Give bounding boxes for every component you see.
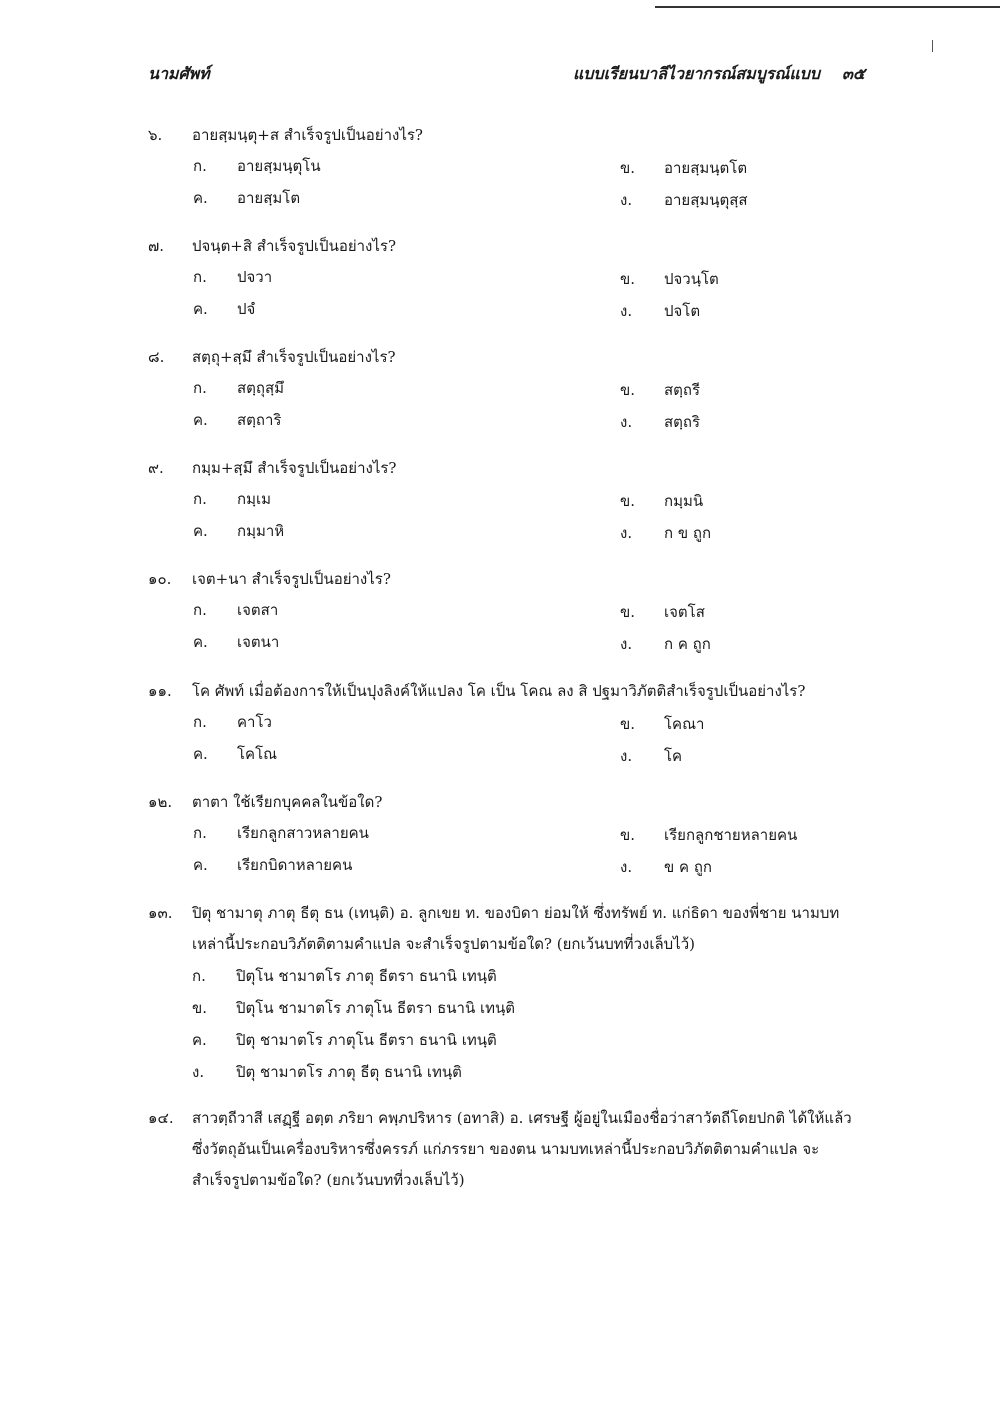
question-number: ๑๐. <box>148 570 172 588</box>
question-text: เจต+นา สำเร็จรูปเป็นอย่างไร? <box>192 570 391 588</box>
option-b <box>620 820 797 851</box>
question-number: ๖. <box>148 126 163 144</box>
option-label: ง. <box>620 413 633 431</box>
option-text: ปจํ <box>237 300 256 318</box>
option-text: คาโว <box>237 713 272 731</box>
option-text: กมฺมาหิ <box>237 522 285 540</box>
option-text: สตฺถาริ <box>237 411 282 429</box>
option-a <box>193 151 321 182</box>
option-d <box>620 296 700 327</box>
page-header <box>148 62 865 88</box>
question-text: สตฺถุ+สฺมึ สำเร็จรูปเป็นอย่างไร? <box>192 348 396 366</box>
option-label: ก. <box>193 157 207 175</box>
question-9 <box>148 453 712 542</box>
option-label: ข. <box>620 159 636 177</box>
option-label: ค. <box>193 189 208 207</box>
page-number: ๓๕ <box>841 64 865 83</box>
question-13 <box>148 898 868 1088</box>
option-d <box>620 741 682 772</box>
option-text: ข ค ถูก <box>664 858 712 876</box>
option-text: ปิตุ ชามาตโร ภาตุ ธีตุ ธนานิ เทนฺติ <box>236 1063 462 1081</box>
question-12 <box>148 787 798 876</box>
option-b <box>620 375 700 406</box>
section-title: นามศัพท์ <box>148 64 210 83</box>
option-b <box>620 153 747 184</box>
option-label: ข. <box>192 999 208 1017</box>
option-d <box>620 185 748 216</box>
option-label: ข. <box>620 381 636 399</box>
option-text: เจตสา <box>237 601 279 619</box>
option-label: ค. <box>193 522 208 540</box>
option-text: กมฺเม <box>237 490 271 508</box>
option-text: เจตนา <box>237 633 280 651</box>
option-text: ปจวา <box>237 268 273 286</box>
option-label: ก. <box>193 713 207 731</box>
question-number: ๘. <box>148 348 165 366</box>
option-a <box>148 960 868 992</box>
option-b <box>620 597 705 628</box>
question-number: ๑๒. <box>148 793 173 811</box>
option-label: ก. <box>193 824 207 842</box>
option-label: ค. <box>193 745 208 763</box>
option-label: ค. <box>193 633 208 651</box>
option-text: เรียกลูกสาวหลายคน <box>237 824 369 842</box>
option-label: ง. <box>620 302 633 320</box>
question-number: ๑๓. <box>148 904 173 922</box>
option-text: สตฺถริ <box>664 413 701 431</box>
option-b <box>620 709 704 740</box>
question-6 <box>148 120 748 209</box>
option-c <box>193 850 352 881</box>
option-text: สตฺถรี <box>664 381 701 399</box>
option-d <box>148 1056 868 1088</box>
option-c <box>148 1024 868 1056</box>
option-text: ปจโต <box>664 302 701 320</box>
option-a <box>193 262 272 293</box>
option-label: ก. <box>193 268 207 286</box>
option-text: ปิตุโน ชามาตโร ภาตุโน ธีตรา ธนานิ เทนฺติ <box>236 999 516 1017</box>
option-a <box>193 484 271 515</box>
question-10 <box>148 564 711 653</box>
option-a <box>193 373 284 404</box>
question-text: อายสฺมนฺตุ+ส สำเร็จรูปเป็นอย่างไร? <box>192 126 423 144</box>
option-text: เรียกบิดาหลายคน <box>237 856 353 874</box>
option-text: อายสฺมนฺตุโน <box>237 157 321 175</box>
option-label: ก. <box>193 601 207 619</box>
question-8 <box>148 342 701 431</box>
option-label: ง. <box>620 747 633 765</box>
option-text: เรียกลูกชายหลายคน <box>664 826 798 844</box>
option-a <box>193 707 272 738</box>
option-label: ค. <box>193 856 208 874</box>
option-label: ค. <box>193 411 208 429</box>
book-title-text: แบบเรียนบาลีไวยากรณ์สมบูรณ์แบบ <box>572 64 820 83</box>
option-text: ก ข ถูก <box>664 524 712 542</box>
option-text: ก ค ถูก <box>664 635 711 653</box>
option-b <box>620 486 703 517</box>
option-label: ง. <box>192 1063 205 1081</box>
option-c <box>193 739 277 770</box>
option-c <box>193 405 281 436</box>
option-label: ก. <box>193 379 207 397</box>
question-text: กมฺม+สฺมึ สำเร็จรูปเป็นอย่างไร? <box>192 459 397 477</box>
option-b <box>620 264 719 295</box>
option-text: โคโณ <box>237 745 278 763</box>
question-text: ปิตุ ชามาตุ ภาตุ ธีตุ ธน (เทนฺติ) อ. ลูกเขย ท. ของบิดา ย่อมให้ ซึ่งทรัพย์ ท. แก่ธิดา ของพี่ชาย นามบทเหล่านี้ประกอบวิภัตติตามคำแปล จะสำเร็จรูปตามข้อใด? (ยกเว้นบทที่วงเล็บไว้) <box>192 904 840 953</box>
question-text: สาวตฺถีวาสี เสฏฺฐี อตฺต ภริยา คพฺภปริหาร (อทาสิ) อ. เศรษฐี ผู้อยู่ในเมืองชื่อว่าสาวัตถีโดยปกติ ได้ให้แล้ว ซึ่งวัตถุอันเป็นเครื่องบริหารซึ่งครรภ์ แก่ภรรยา ของตน นามบทเหล่านี้ประกอบวิภัตติตามคำแปล จะสำเร็จรูปตามข้อใด? (ยกเว้นบทที่วงเล็บไว้) <box>192 1109 852 1189</box>
option-label: ง. <box>620 191 633 209</box>
question-number: ๗. <box>148 237 165 255</box>
option-d <box>620 407 700 438</box>
option-text: กมฺมนิ <box>664 492 704 510</box>
option-c <box>193 294 255 325</box>
question-text: โค ศัพท์ เมื่อต้องการให้เป็นปุงลิงค์ให้แปลง โค เป็น โคณ ลง สิ ปฐมาวิภัตติสำเร็จรูปเป็นอย่างไร? <box>192 682 806 700</box>
option-text: อายสฺมนฺตุสฺส <box>664 191 748 209</box>
book-title <box>573 62 865 87</box>
option-text: ปจวนฺโต <box>664 270 719 288</box>
option-label: ก. <box>192 967 206 985</box>
question-text: ตาตา ใช้เรียกบุคคลในข้อใด? <box>192 793 383 811</box>
option-b <box>148 992 868 1024</box>
option-text: ปิตุโน ชามาตโร ภาตุ ธีตรา ธนานิ เทนฺติ <box>236 967 497 985</box>
question-text: ปจนฺต+สิ สำเร็จรูปเป็นอย่างไร? <box>192 237 397 255</box>
option-d <box>620 518 711 549</box>
option-a <box>193 818 369 849</box>
option-text: อายสฺมนฺตโต <box>664 159 748 177</box>
option-label: ค. <box>192 1031 207 1049</box>
option-text: เจตโส <box>664 603 705 621</box>
option-label: ข. <box>620 492 636 510</box>
option-c <box>193 183 300 214</box>
option-label: ค. <box>193 300 208 318</box>
option-a <box>193 595 278 626</box>
option-label: ง. <box>620 524 633 542</box>
option-text: สตฺถุสฺมึ <box>237 379 285 397</box>
option-text: โค <box>664 747 683 765</box>
option-c <box>193 516 284 547</box>
option-d <box>620 629 711 660</box>
option-text: อายสฺมโต <box>237 189 301 207</box>
question-number: ๙. <box>148 459 164 477</box>
margin-mark <box>932 40 933 52</box>
option-label: ง. <box>620 858 633 876</box>
top-rule <box>655 6 1000 8</box>
option-label: ข. <box>620 715 636 733</box>
option-label: ก. <box>193 490 207 508</box>
question-number: ๑๑. <box>148 682 172 700</box>
option-c <box>193 627 279 658</box>
option-label: ง. <box>620 635 633 653</box>
option-text: โคณา <box>664 715 705 733</box>
option-label: ข. <box>620 603 636 621</box>
option-label: ข. <box>620 826 636 844</box>
option-label: ข. <box>620 270 636 288</box>
question-7 <box>148 231 719 320</box>
option-d <box>620 852 712 883</box>
question-11 <box>148 676 806 765</box>
option-text: ปิตุ ชามาตโร ภาตุโน ธีตรา ธนานิ เทนฺติ <box>236 1031 497 1049</box>
question-number: ๑๔. <box>148 1109 174 1127</box>
question-14 <box>148 1103 868 1196</box>
